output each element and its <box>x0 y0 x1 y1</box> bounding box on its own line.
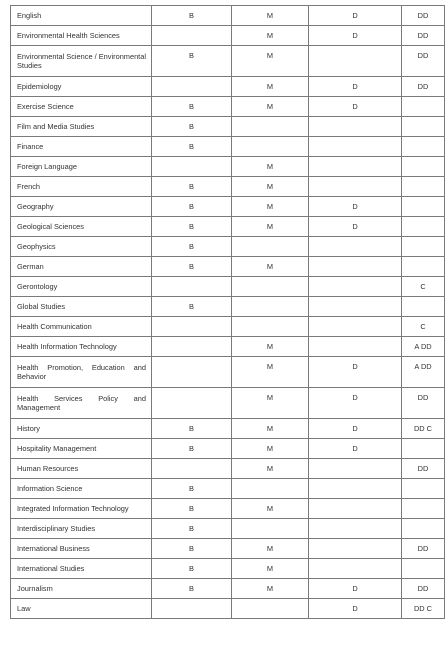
bachelor-degree-cell: B <box>152 137 232 157</box>
master-degree-cell: M <box>232 539 309 559</box>
doctoral-degree-cell: D <box>309 77 402 97</box>
doctoral-degree-cell: D <box>309 439 402 459</box>
table-row <box>11 337 445 357</box>
other-credential-cell <box>402 439 445 459</box>
bachelor-degree-cell: B <box>152 439 232 459</box>
master-degree-cell: M <box>232 197 309 217</box>
doctoral-degree-cell <box>309 479 402 499</box>
table-row <box>11 297 445 317</box>
bachelor-degree-cell: B <box>152 197 232 217</box>
doctoral-degree-cell <box>309 519 402 539</box>
other-credential-cell: DD <box>402 77 445 97</box>
other-credential-cell <box>402 297 445 317</box>
table-row <box>11 539 445 559</box>
table-body <box>11 6 445 619</box>
bachelor-degree-cell: B <box>152 297 232 317</box>
bachelor-degree-cell: B <box>152 6 232 26</box>
program-name-cell: French <box>11 177 152 197</box>
other-credential-cell <box>402 157 445 177</box>
program-name-cell: Interdisciplinary Studies <box>11 519 152 539</box>
bachelor-degree-cell: B <box>152 499 232 519</box>
bachelor-degree-cell: B <box>152 237 232 257</box>
program-name-cell: Information Science <box>11 479 152 499</box>
master-degree-cell: M <box>232 26 309 46</box>
master-degree-cell: M <box>232 357 309 388</box>
bachelor-degree-cell <box>152 388 232 419</box>
table-row <box>11 46 445 77</box>
program-name-cell: Epidemiology <box>11 77 152 97</box>
master-degree-cell: M <box>232 217 309 237</box>
program-name-cell: Global Studies <box>11 297 152 317</box>
bachelor-degree-cell: B <box>152 117 232 137</box>
bachelor-degree-cell <box>152 599 232 619</box>
program-name-cell: Health Information Technology <box>11 337 152 357</box>
program-name-cell: German <box>11 257 152 277</box>
program-name-cell: Health Communication <box>11 317 152 337</box>
doctoral-degree-cell: D <box>309 419 402 439</box>
doctoral-degree-cell: D <box>309 357 402 388</box>
bachelor-degree-cell <box>152 77 232 97</box>
master-degree-cell: M <box>232 157 309 177</box>
degree-programs-table <box>10 5 445 619</box>
other-credential-cell <box>402 499 445 519</box>
other-credential-cell <box>402 197 445 217</box>
doctoral-degree-cell <box>309 317 402 337</box>
table-row <box>11 137 445 157</box>
table-row <box>11 499 445 519</box>
table-row <box>11 177 445 197</box>
other-credential-cell: C <box>402 277 445 297</box>
other-credential-cell <box>402 257 445 277</box>
bachelor-degree-cell: B <box>152 479 232 499</box>
master-degree-cell: M <box>232 579 309 599</box>
table-row <box>11 317 445 337</box>
master-degree-cell: M <box>232 388 309 419</box>
program-name-cell: History <box>11 419 152 439</box>
bachelor-degree-cell <box>152 317 232 337</box>
program-name-cell: Health Promotion, Education and Behavior <box>11 357 152 388</box>
master-degree-cell: M <box>232 459 309 479</box>
doctoral-degree-cell <box>309 297 402 317</box>
other-credential-cell: DD <box>402 26 445 46</box>
table-row <box>11 97 445 117</box>
doctoral-degree-cell <box>309 499 402 519</box>
table-row <box>11 77 445 97</box>
other-credential-cell: DD <box>402 388 445 419</box>
master-degree-cell <box>232 519 309 539</box>
other-credential-cell: DD <box>402 46 445 77</box>
program-name-cell: Geophysics <box>11 237 152 257</box>
table-row <box>11 257 445 277</box>
table-row <box>11 26 445 46</box>
bachelor-degree-cell <box>152 357 232 388</box>
doctoral-degree-cell: D <box>309 26 402 46</box>
program-name-cell: Health Services Policy and Management <box>11 388 152 419</box>
bachelor-degree-cell: B <box>152 217 232 237</box>
other-credential-cell <box>402 479 445 499</box>
other-credential-cell: C <box>402 317 445 337</box>
program-name-cell: Environmental Science / Environmental Studies <box>11 46 152 77</box>
master-degree-cell: M <box>232 499 309 519</box>
program-name-cell: Human Resources <box>11 459 152 479</box>
other-credential-cell: DD <box>402 6 445 26</box>
doctoral-degree-cell <box>309 117 402 137</box>
table-row <box>11 117 445 137</box>
master-degree-cell: M <box>232 177 309 197</box>
program-name-cell: Integrated Information Technology <box>11 499 152 519</box>
table-row <box>11 419 445 439</box>
table-row <box>11 357 445 388</box>
table-row <box>11 579 445 599</box>
bachelor-degree-cell <box>152 277 232 297</box>
master-degree-cell: M <box>232 6 309 26</box>
doctoral-degree-cell: D <box>309 388 402 419</box>
program-name-cell: Geological Sciences <box>11 217 152 237</box>
other-credential-cell <box>402 237 445 257</box>
bachelor-degree-cell: B <box>152 579 232 599</box>
doctoral-degree-cell <box>309 46 402 77</box>
doctoral-degree-cell: D <box>309 579 402 599</box>
other-credential-cell: A DD <box>402 357 445 388</box>
bachelor-degree-cell: B <box>152 539 232 559</box>
table-row <box>11 6 445 26</box>
doctoral-degree-cell <box>309 137 402 157</box>
bachelor-degree-cell: B <box>152 97 232 117</box>
master-degree-cell <box>232 297 309 317</box>
other-credential-cell: DD <box>402 459 445 479</box>
table-row <box>11 217 445 237</box>
other-credential-cell <box>402 217 445 237</box>
program-name-cell: International Studies <box>11 559 152 579</box>
bachelor-degree-cell <box>152 459 232 479</box>
doctoral-degree-cell <box>309 539 402 559</box>
master-degree-cell: M <box>232 559 309 579</box>
program-name-cell: Environmental Health Sciences <box>11 26 152 46</box>
other-credential-cell <box>402 97 445 117</box>
other-credential-cell: A DD <box>402 337 445 357</box>
program-name-cell: Film and Media Studies <box>11 117 152 137</box>
master-degree-cell <box>232 599 309 619</box>
doctoral-degree-cell <box>309 459 402 479</box>
bachelor-degree-cell <box>152 157 232 177</box>
doctoral-degree-cell <box>309 157 402 177</box>
master-degree-cell: M <box>232 439 309 459</box>
bachelor-degree-cell <box>152 337 232 357</box>
master-degree-cell: M <box>232 337 309 357</box>
doctoral-degree-cell <box>309 237 402 257</box>
doctoral-degree-cell: D <box>309 197 402 217</box>
doctoral-degree-cell <box>309 257 402 277</box>
bachelor-degree-cell: B <box>152 257 232 277</box>
table-row <box>11 519 445 539</box>
program-name-cell: Gerontology <box>11 277 152 297</box>
bachelor-degree-cell: B <box>152 419 232 439</box>
doctoral-degree-cell: D <box>309 599 402 619</box>
program-name-cell: Foreign Language <box>11 157 152 177</box>
bachelor-degree-cell: B <box>152 46 232 77</box>
other-credential-cell: DD C <box>402 599 445 619</box>
program-name-cell: Journalism <box>11 579 152 599</box>
other-credential-cell <box>402 559 445 579</box>
master-degree-cell <box>232 117 309 137</box>
master-degree-cell <box>232 137 309 157</box>
table-row <box>11 459 445 479</box>
doctoral-degree-cell: D <box>309 217 402 237</box>
other-credential-cell <box>402 177 445 197</box>
table-row <box>11 277 445 297</box>
table-row <box>11 388 445 419</box>
other-credential-cell: DD C <box>402 419 445 439</box>
master-degree-cell <box>232 277 309 297</box>
table-row <box>11 237 445 257</box>
master-degree-cell: M <box>232 419 309 439</box>
program-name-cell: Geography <box>11 197 152 217</box>
program-name-cell: Exercise Science <box>11 97 152 117</box>
table-row <box>11 479 445 499</box>
doctoral-degree-cell <box>309 337 402 357</box>
master-degree-cell <box>232 237 309 257</box>
other-credential-cell <box>402 137 445 157</box>
doctoral-degree-cell <box>309 277 402 297</box>
master-degree-cell: M <box>232 97 309 117</box>
bachelor-degree-cell: B <box>152 177 232 197</box>
table-row <box>11 439 445 459</box>
doctoral-degree-cell: D <box>309 97 402 117</box>
doctoral-degree-cell: D <box>309 6 402 26</box>
program-name-cell: Finance <box>11 137 152 157</box>
master-degree-cell: M <box>232 257 309 277</box>
other-credential-cell <box>402 519 445 539</box>
master-degree-cell <box>232 317 309 337</box>
other-credential-cell <box>402 117 445 137</box>
doctoral-degree-cell <box>309 559 402 579</box>
program-name-cell: Law <box>11 599 152 619</box>
bachelor-degree-cell: B <box>152 559 232 579</box>
master-degree-cell: M <box>232 46 309 77</box>
program-name-cell: English <box>11 6 152 26</box>
master-degree-cell <box>232 479 309 499</box>
table-row <box>11 599 445 619</box>
table-row <box>11 197 445 217</box>
bachelor-degree-cell <box>152 26 232 46</box>
other-credential-cell: DD <box>402 539 445 559</box>
table-row <box>11 157 445 177</box>
doctoral-degree-cell <box>309 177 402 197</box>
table-row <box>11 559 445 579</box>
program-name-cell: Hospitality Management <box>11 439 152 459</box>
master-degree-cell: M <box>232 77 309 97</box>
program-name-cell: International Business <box>11 539 152 559</box>
bachelor-degree-cell: B <box>152 519 232 539</box>
other-credential-cell: DD <box>402 579 445 599</box>
